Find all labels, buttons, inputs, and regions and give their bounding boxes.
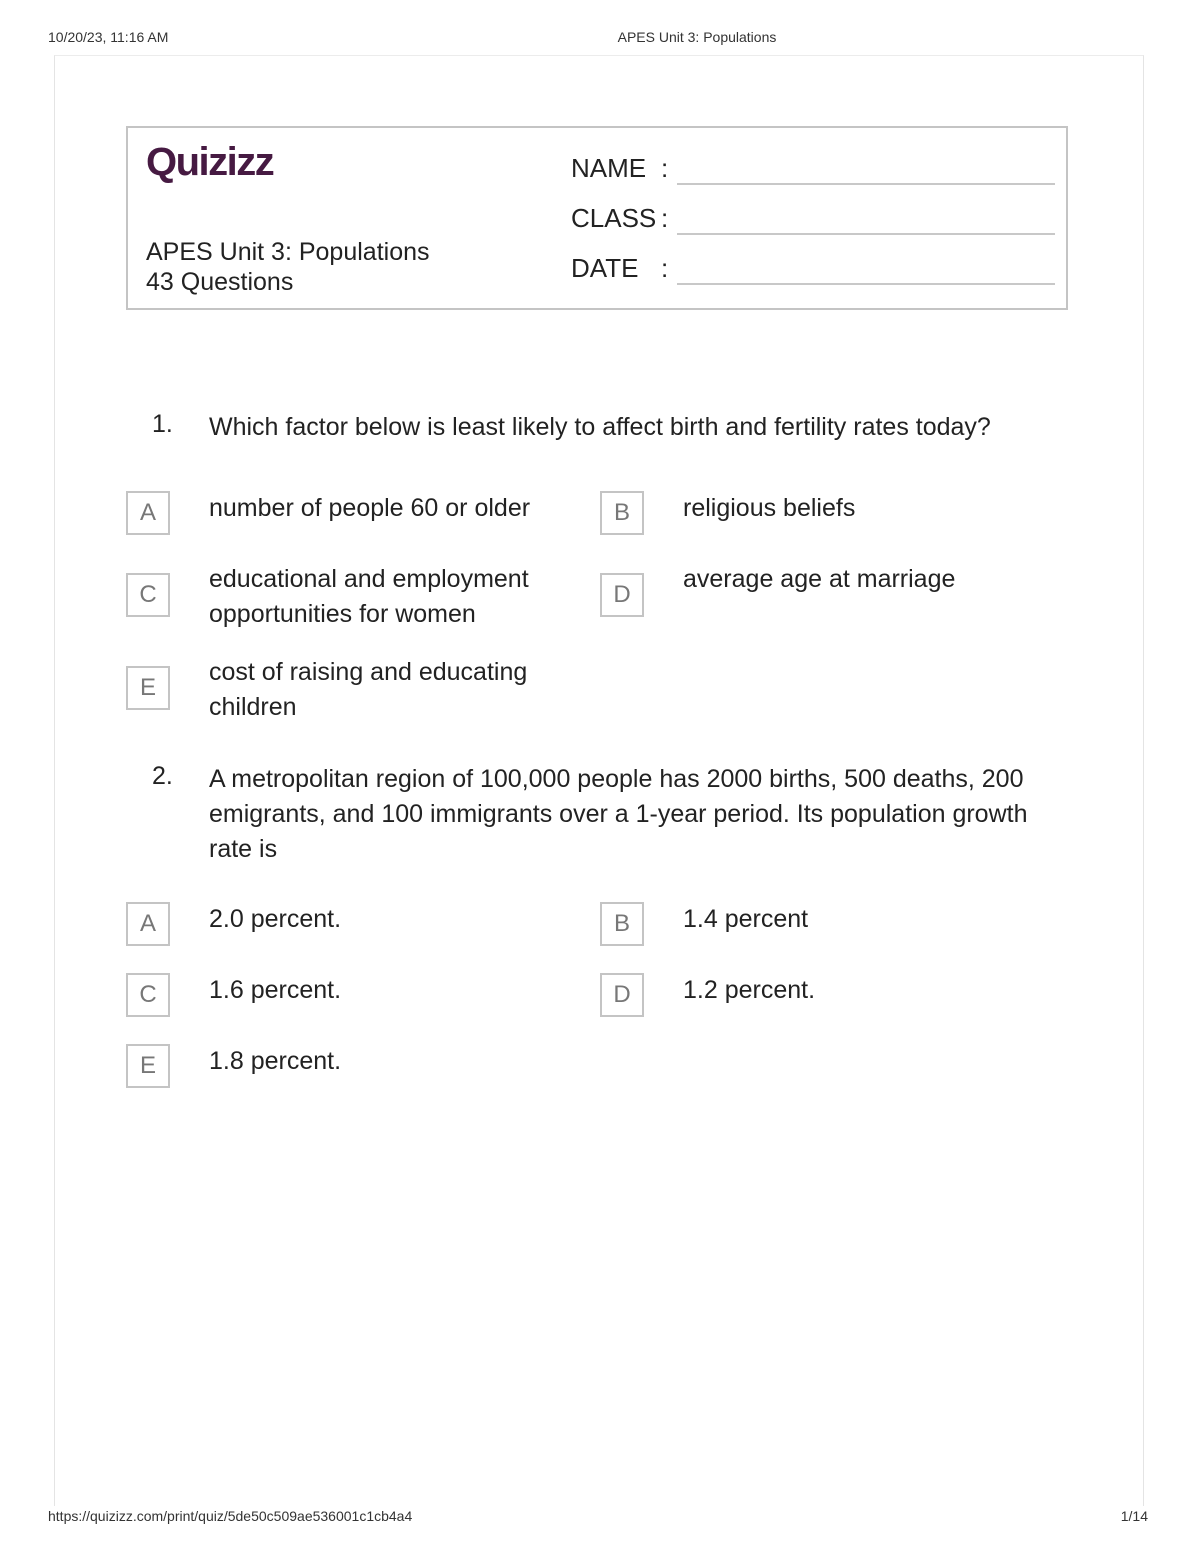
question-count: 43 Questions xyxy=(146,268,294,296)
option-text: number of people 60 or older xyxy=(209,494,531,522)
class-field-colon: : xyxy=(661,203,669,233)
print-footer-url: https://quizizz.com/print/quiz/5de50c509ae536001c1cb4a4 xyxy=(48,1508,413,1524)
option-text: cost of raising and educating children xyxy=(209,658,528,721)
date-field-colon: : xyxy=(661,253,669,283)
name-field-line[interactable] xyxy=(677,183,1055,185)
quiz-header-card xyxy=(126,126,1068,310)
option-text: 1.4 percent xyxy=(683,905,809,933)
option-text: 1.8 percent. xyxy=(209,1047,342,1075)
option-letter-box[interactable]: C xyxy=(126,573,170,617)
option-letter-box[interactable]: C xyxy=(126,973,170,1017)
option-text: 1.2 percent. xyxy=(683,976,816,1004)
date-field xyxy=(571,253,1055,293)
class-field-line[interactable] xyxy=(677,233,1055,235)
date-field-line[interactable] xyxy=(677,283,1055,285)
option-text: 1.6 percent. xyxy=(209,976,342,1004)
name-field-colon: : xyxy=(661,153,669,183)
name-field-label: NAME xyxy=(571,153,647,183)
class-field xyxy=(571,203,1055,243)
option-text: religious beliefs xyxy=(683,494,856,522)
option-text: educational and employment opportunities for women xyxy=(209,565,529,628)
option-letter-box[interactable]: E xyxy=(126,666,170,710)
question-number: 1. xyxy=(152,410,173,438)
question-text: A metropolitan region of 100,000 people has 2000 births, 500 deaths, 200 emigrants, and 100 immigrants over a 1-year period. Its population growth rate is xyxy=(209,765,1028,863)
print-datetime: 10/20/23, 11:16 AM xyxy=(48,29,169,45)
date-field-label: DATE xyxy=(571,253,639,283)
option-letter-box[interactable]: A xyxy=(126,491,170,535)
option-letter-box[interactable]: B xyxy=(600,902,644,946)
print-page-number: 1/14 xyxy=(1120,1508,1148,1524)
option-text: 2.0 percent. xyxy=(209,905,342,933)
option-letter-box[interactable]: D xyxy=(600,573,644,617)
name-field xyxy=(571,153,1055,193)
print-header-title: APES Unit 3: Populations xyxy=(617,29,777,45)
option-letter-box[interactable]: B xyxy=(600,491,644,535)
option-letter-box[interactable]: D xyxy=(600,973,644,1017)
question-text: Which factor below is least likely to affect birth and fertility rates today? xyxy=(209,413,991,441)
quiz-title: APES Unit 3: Populations xyxy=(146,238,430,266)
option-letter-box[interactable]: E xyxy=(126,1044,170,1088)
class-field-label: CLASS xyxy=(571,203,657,233)
quizizz-logo: Quizizz xyxy=(146,140,274,184)
option-letter-box[interactable]: A xyxy=(126,902,170,946)
question-number: 2. xyxy=(152,762,173,790)
option-text: average age at marriage xyxy=(683,565,956,593)
